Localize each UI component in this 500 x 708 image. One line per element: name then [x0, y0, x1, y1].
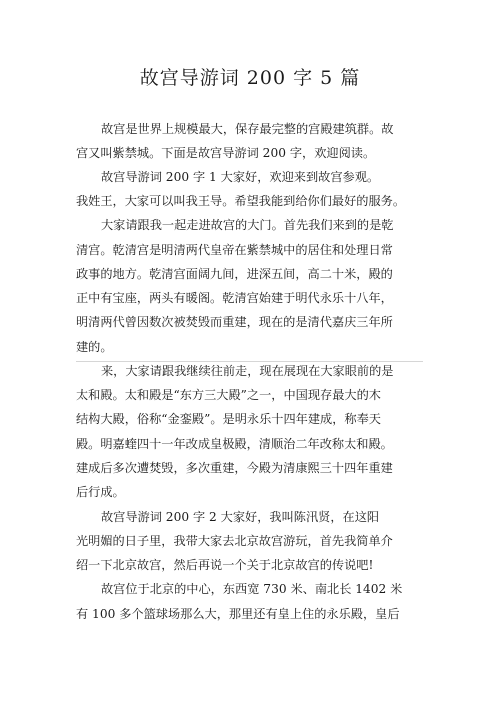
text-line: 故宫导游词 200 字 2 大家好，我叫陈汛贤，在这阳 [101, 510, 380, 524]
text-line: 太和殿。太和殿是“东方三大殿”之一，中国现存最大的木 [76, 388, 381, 402]
text-line: 大家请跟我一起走进故宫的大门。首先我们来到的是乾 [101, 218, 394, 232]
text-line: 殿。明嘉蝰四十一年改成皇极殿，清顺治二年改称太和殿。 [76, 437, 393, 451]
text-line: 明清两代曾因数次被焚毁而重建，现在的是清代嘉庆三年所 [76, 315, 393, 329]
text-line: 清宫。乾清宫是明清两代皇帝在紫禁城中的居住和处理日常 [76, 243, 393, 257]
text-line: 结构大殿，俗称“金銮殿”。是明永乐十四年建成，称奉天 [76, 412, 381, 426]
document-title: 故宫导游词 200 字 5 篇 [139, 67, 361, 89]
text-line: 故宫是世界上规模最大，保存最完整的宫殿建筑群。故 [101, 122, 394, 136]
text-line: 绍一下北京故宫，然后再说一个关于北京故宫的传说吧! [76, 558, 374, 572]
text-line: 有 100 多个篮球场那么大，那里还有皇上住的永乐殿，皇后 [76, 607, 400, 621]
text-line: 后行成。 [76, 485, 125, 499]
text-line: 宫又叫紫禁城。下面是故宫导游词 200 字，欢迎阅读。 [76, 146, 376, 160]
text-line: 故宫位于北京的中心，东西宽 730 米、南北长 1402 米 [101, 582, 403, 596]
text-line: 故宫导游词 200 字 1 大家好，欢迎来到故宫参观。 [101, 170, 380, 184]
horizontal-divider [76, 361, 423, 362]
text-line: 建成后多次遭焚毁，多次重建，今殿为清康熙三十四年重建 [76, 461, 393, 475]
text-line: 来，大家请跟我继续往前走，现在展现在大家眼前的是 [101, 364, 394, 378]
text-line: 政事的地方。乾清宫面阔九间，进深五间，高二十米，殿的 [76, 267, 393, 281]
text-line: 建的。 [76, 340, 113, 354]
text-line: 光明媚的日子里，我带大家去北京故宫游玩，首先我简单介 [76, 534, 393, 548]
text-line: 我姓王，大家可以叫我王导。希望我能到给你们最好的服务。 [76, 194, 406, 208]
text-line: 正中有宝座，两头有暖阁。乾清宫始建于明代永乐十八年， [76, 291, 393, 305]
